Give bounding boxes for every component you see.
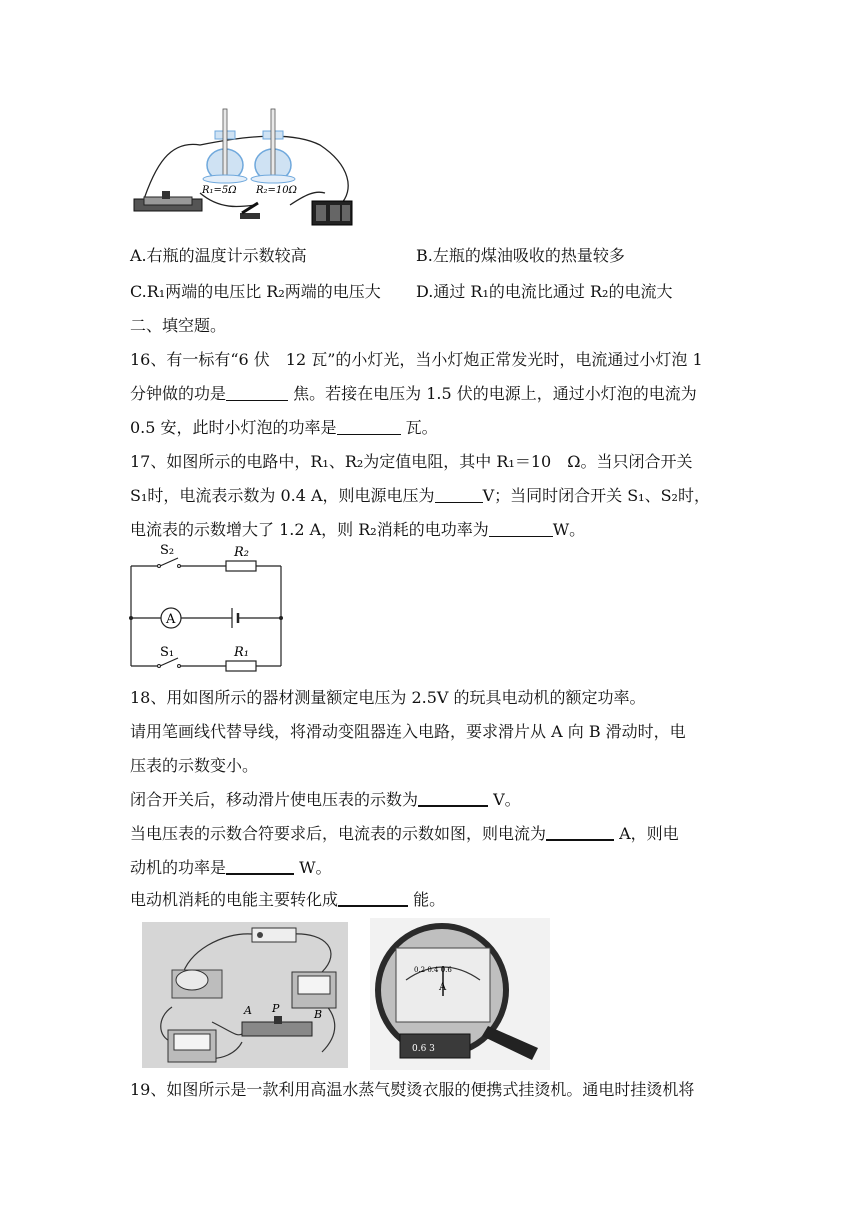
q17-text-2a: S₁时，电流表示数为 0.4 A，则电源电压为 bbox=[130, 486, 435, 505]
q18-line-1: 18、用如图所示的器材测量额定电压为 2.5V 的玩具电动机的额定功率。 bbox=[130, 688, 646, 707]
q18-text-7b: 能。 bbox=[408, 890, 446, 909]
battery-box bbox=[252, 928, 296, 942]
q18-text-5b: A，则电 bbox=[614, 824, 679, 843]
left-flask bbox=[203, 109, 247, 183]
ammeter bbox=[168, 1030, 216, 1062]
s1-label: S₁ bbox=[160, 645, 175, 660]
q18-text-5a: 当电压表的示数合符要求后，电流表的示数如图，则电流为 bbox=[130, 824, 547, 843]
q17-line-3 bbox=[130, 520, 585, 540]
q17-blank-2[interactable] bbox=[489, 522, 553, 537]
q18-text-6a: 动机的功率是 bbox=[130, 858, 227, 877]
q18-line-2: 请用笔画线代替导线，将滑动变阻器连入电路，要求滑片从 A 向 B 滑动时，电 bbox=[130, 722, 686, 741]
voltmeter bbox=[292, 972, 336, 1008]
option-a: A.右瓶的温度计示数较高 bbox=[130, 246, 307, 265]
q18-blank-1[interactable] bbox=[418, 791, 488, 807]
photo-label-a: A bbox=[244, 1004, 252, 1017]
ammeter-magnifier-photo bbox=[370, 918, 550, 1070]
battery bbox=[312, 201, 352, 225]
q17-blank-1[interactable] bbox=[435, 488, 483, 503]
q18-line-3: 压表的示数变小。 bbox=[130, 756, 259, 775]
joule-heat-apparatus-figure bbox=[130, 105, 360, 230]
q16-line-3 bbox=[130, 418, 438, 438]
q17-line-1: 17、如图所示的电路中，R₁、R₂为定值电阻，其中 R₁＝10 Ω。当只闭合开关 bbox=[130, 452, 693, 471]
q17-text-2b: V；当同时闭合开关 S₁、S₂时， bbox=[482, 486, 710, 505]
q18-text-4b: V。 bbox=[488, 790, 521, 809]
q18-line-7 bbox=[130, 890, 445, 910]
r1-label: R₁=5Ω bbox=[202, 185, 237, 196]
q16-text-3b: 瓦。 bbox=[400, 418, 438, 437]
q17-line-2 bbox=[130, 486, 710, 506]
q17-text-3a: 电流表的示数增大了 1.2 A，则 R₂消耗的电功率为 bbox=[130, 520, 489, 539]
rheostat bbox=[134, 191, 202, 211]
q16-text-2b: 焦。若接在电压为 1.5 伏的电源上，通过小灯泡的电流为 bbox=[288, 384, 697, 403]
q16-line-1: 16、有一标有“6 伏 12 瓦”的小灯光，当小灯炮正常发光时，电流通过小灯泡 1 bbox=[130, 350, 703, 369]
q18-text-6b: W。 bbox=[294, 858, 332, 877]
q18-blank-2[interactable] bbox=[546, 825, 614, 841]
q17-text-3b: W。 bbox=[552, 520, 586, 539]
q16-blank-1[interactable] bbox=[226, 386, 288, 401]
r2-circuit-label: R₂ bbox=[234, 545, 249, 560]
q16-text-2a: 分钟做的功是 bbox=[130, 384, 227, 403]
q16-blank-2[interactable] bbox=[337, 420, 401, 435]
r2-label: R₂=10Ω bbox=[256, 185, 297, 196]
meter-terminal-label: 0.6 3 bbox=[412, 1044, 435, 1054]
photo-label-p: P bbox=[272, 1002, 280, 1015]
motor bbox=[172, 970, 222, 998]
q16-text-3a: 0.5 安，此时小灯泡的功率是 bbox=[130, 418, 337, 437]
meter-unit-label: A bbox=[439, 982, 447, 993]
option-d: D.通过 R₁的电流比通过 R₂的电流大 bbox=[416, 282, 673, 301]
section-title: 二、填空题。 bbox=[130, 316, 227, 335]
q18-line-5 bbox=[130, 824, 679, 844]
q18-blank-4[interactable] bbox=[338, 891, 408, 907]
option-b: B.左瓶的煤油吸收的热量较多 bbox=[416, 246, 625, 265]
option-c: C.R₁两端的电压比 R₂两端的电压大 bbox=[130, 282, 381, 301]
apparatus-photo bbox=[142, 922, 348, 1068]
right-flask bbox=[251, 109, 295, 183]
ammeter-label: A bbox=[166, 612, 176, 627]
q18-text-7a: 电动机消耗的电能主要转化成 bbox=[130, 890, 339, 909]
q18-blank-3[interactable] bbox=[226, 859, 294, 875]
q16-line-2 bbox=[130, 384, 697, 404]
q18-text-4a: 闭合开关后，移动滑片使电压表的示数为 bbox=[130, 790, 419, 809]
q18-line-6 bbox=[130, 858, 332, 878]
s2-label: S₂ bbox=[160, 544, 175, 558]
photo-label-b: B bbox=[314, 1008, 323, 1021]
q18-line-4 bbox=[130, 790, 521, 810]
meter-scale-label: 0.2 0.4 0.6 bbox=[414, 966, 452, 974]
r1-circuit-label: R₁ bbox=[234, 645, 249, 660]
circuit-diagram bbox=[128, 544, 288, 672]
q19-line-1: 19、如图所示是一款利用高温水蒸气熨烫衣服的便携式挂烫机。通电时挂烫机将 bbox=[130, 1080, 695, 1099]
